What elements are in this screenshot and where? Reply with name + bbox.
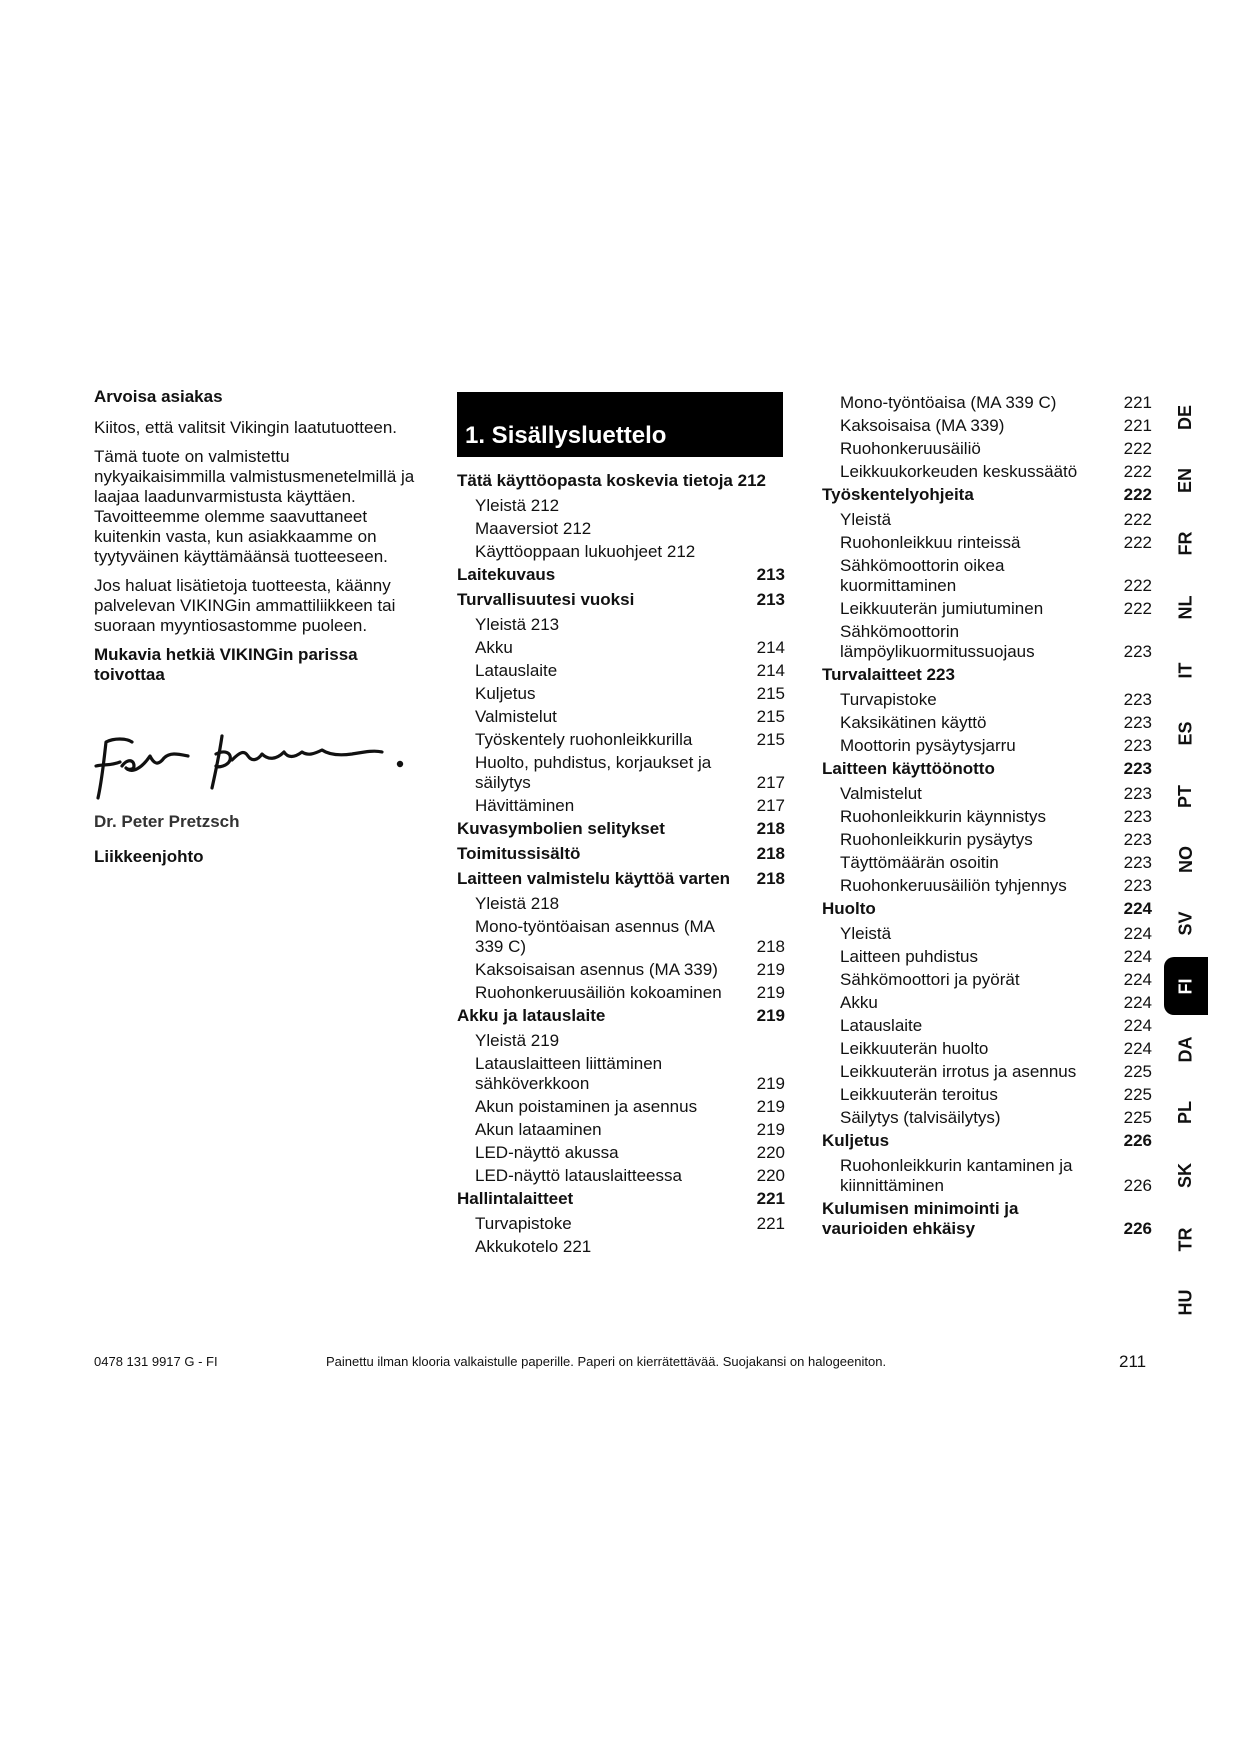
toc-entry-page: 225 <box>1123 1062 1152 1081</box>
toc-entry-title: Täyttömäärän osoitin <box>840 853 999 872</box>
language-tab-fi[interactable] <box>1164 957 1208 1015</box>
toc-entry <box>457 590 785 610</box>
language-tab-label: FR <box>1175 531 1196 555</box>
toc-entry-title: Leikkuuterän jumiutuminen <box>840 599 1044 618</box>
toc-entry-title: Leikkuukorkeuden keskussäätö <box>840 462 1078 481</box>
toc-entry-title: Kaksikätinen käyttö <box>840 713 987 732</box>
toc-entry-title: Yleistä 219 <box>475 1031 560 1050</box>
toc-entry-title: Sähkömoottorin lämpöylikuormitussuojaus <box>840 622 1035 661</box>
toc-entry-page: 220 <box>756 1143 785 1162</box>
letter-paragraph: Kiitos, että valitsit Vikingin laatutuotteen. <box>94 418 398 437</box>
toc-entry <box>457 1214 785 1234</box>
toc-entry <box>457 894 785 914</box>
toc-entry <box>822 556 1152 596</box>
toc-entry-page: 225 <box>1123 1108 1152 1127</box>
toc-entry-title: Laitteen käyttöönotto <box>822 759 995 778</box>
language-tab-en[interactable] <box>1164 451 1208 509</box>
toc-entry-title: Akku ja latauslaite <box>457 1006 606 1025</box>
toc-entry <box>457 753 785 793</box>
toc-entry-page: 219 <box>756 983 785 1002</box>
toc-entry-title: Leikkuuterän huolto <box>840 1039 989 1058</box>
footer-document-code: 0478 131 9917 G - FI <box>94 1354 218 1369</box>
language-tab-label: NO <box>1175 845 1196 873</box>
toc-entry-title: Turvapistoke <box>840 690 937 709</box>
letter-paragraph: Jos haluat lisätietoja tuotteesta, käänny palvelevan VIKINGin ammattiliikkeen tai suoraan myyntiosastomme puoleen. <box>94 576 396 635</box>
toc-entry <box>457 917 785 957</box>
toc-entry-title: Turvapistoke <box>475 1214 572 1233</box>
toc-entry-title: Leikkuuterän irrotus ja asennus <box>840 1062 1077 1081</box>
language-tab-sv[interactable] <box>1164 894 1208 952</box>
language-tab-label: SK <box>1175 1162 1196 1188</box>
toc-entry <box>457 615 785 635</box>
toc-entry <box>822 713 1152 733</box>
toc-entry-title: Ruohonleikkuu rinteissä <box>840 533 1021 552</box>
toc-entry-title: Latauslaite <box>475 661 558 680</box>
toc-entry-title: Valmistelut <box>475 707 557 726</box>
toc-entry-page: 223 <box>1123 853 1152 872</box>
language-tab-label: ES <box>1175 720 1196 746</box>
toc-entry <box>457 1120 785 1140</box>
toc-entry-title: Työskentelyohjeita <box>822 485 974 504</box>
toc-entry <box>457 542 785 562</box>
toc-entry <box>822 947 1152 967</box>
toc-entry <box>822 1131 1152 1151</box>
toc-entry <box>457 471 785 491</box>
toc-entry <box>822 1156 1152 1196</box>
toc-entry <box>822 1085 1152 1105</box>
language-tab-label: PL <box>1175 1100 1196 1124</box>
toc-entry <box>822 485 1152 505</box>
toc-entry <box>457 519 785 539</box>
toc-column-1 <box>457 471 785 1260</box>
toc-entry-page: 218 <box>756 937 785 956</box>
letter-closing: Mukavia hetkiä VIKINGin parissa toivottaa <box>94 645 358 684</box>
toc-entry <box>457 730 785 750</box>
toc-entry <box>457 1031 785 1051</box>
toc-entry-title: Ruohonkeruusäiliö <box>840 439 981 458</box>
toc-entry-title: Käyttöoppaan lukuohjeet 212 <box>475 542 696 561</box>
toc-entry <box>822 736 1152 756</box>
toc-entry-title: Yleistä <box>840 510 892 529</box>
toc-entry <box>822 533 1152 553</box>
language-tab-label: SV <box>1175 910 1196 936</box>
toc-entry-title: Akkukotelo 221 <box>475 1237 592 1256</box>
toc-entry <box>822 665 1152 685</box>
language-tab-sk[interactable] <box>1164 1146 1208 1204</box>
toc-entry-page: 217 <box>756 796 785 815</box>
toc-entry-page: 214 <box>756 661 785 680</box>
toc-entry-title: Akun poistaminen ja asennus <box>475 1097 698 1116</box>
toc-entry-page: 226 <box>1123 1176 1152 1195</box>
toc-entry-page: 223 <box>1123 713 1152 732</box>
toc-entry-page: 222 <box>1123 462 1152 481</box>
toc-entry <box>822 830 1152 850</box>
toc-entry-title: Mono-työntöaisa (MA 339 C) <box>840 393 1057 412</box>
toc-entry-title: Akku <box>475 638 513 657</box>
toc-entry-page: 222 <box>1123 485 1152 504</box>
toc-entry-title: Turvalaitteet 223 <box>822 665 955 684</box>
toc-entry-title: Moottorin pysäytysjarru <box>840 736 1016 755</box>
toc-entry-title: Turvallisuutesi vuoksi <box>457 590 635 609</box>
toc-entry <box>457 960 785 980</box>
language-tab-it[interactable] <box>1164 641 1208 699</box>
toc-entry-page: 219 <box>756 960 785 979</box>
toc-entry-page: 224 <box>1123 924 1152 943</box>
toc-entry <box>822 416 1152 436</box>
toc-column-2 <box>822 393 1152 1244</box>
signer-name: Dr. Peter Pretzsch <box>94 812 240 831</box>
toc-entry <box>822 807 1152 827</box>
toc-entry <box>822 462 1152 482</box>
toc-entry <box>822 1108 1152 1128</box>
language-tab-label: DA <box>1175 1036 1196 1062</box>
toc-entry <box>457 1054 785 1094</box>
toc-entry <box>457 1237 785 1257</box>
page-number: 211 <box>1119 1352 1147 1371</box>
language-tab-nl[interactable] <box>1164 578 1208 636</box>
toc-entry-page: 221 <box>756 1214 785 1233</box>
toc-entry-title: Kulumisen minimointi ja vaurioiden ehkäisy <box>822 1199 1019 1238</box>
language-tab-de[interactable] <box>1164 388 1208 446</box>
toc-entry <box>822 599 1152 619</box>
language-tab-label: TR <box>1175 1227 1196 1251</box>
toc-entry <box>457 1097 785 1117</box>
toc-entry-title: Maaversiot 212 <box>475 519 592 538</box>
toc-entry <box>822 853 1152 873</box>
toc-entry <box>457 661 785 681</box>
toc-title: 1. Sisällysluettelo <box>465 422 667 449</box>
toc-entry-title: Latauslaite <box>840 1016 923 1035</box>
toc-entry <box>822 510 1152 530</box>
toc-entry-page: 215 <box>756 707 785 726</box>
toc-entry-page: 219 <box>756 1097 785 1116</box>
toc-entry-page: 219 <box>756 1120 785 1139</box>
toc-entry <box>457 844 785 864</box>
toc-entry-page: 221 <box>1123 393 1152 412</box>
language-tab-label: NL <box>1175 595 1196 619</box>
toc-entry-title: Työskentely ruohonleikkurilla <box>475 730 693 749</box>
toc-entry-page: 222 <box>1123 533 1152 552</box>
toc-entry-page: 215 <box>756 684 785 703</box>
toc-entry <box>822 924 1152 944</box>
toc-entry-page: 223 <box>1123 784 1152 803</box>
toc-entry-page: 215 <box>756 730 785 749</box>
toc-entry-page: 224 <box>1123 899 1152 918</box>
toc-entry <box>822 1039 1152 1059</box>
toc-entry-title: Leikkuuterän teroitus <box>840 1085 998 1104</box>
toc-entry <box>457 819 785 839</box>
language-tabs <box>1164 388 1208 1338</box>
language-tab-fr[interactable] <box>1164 514 1208 572</box>
toc-entry <box>822 784 1152 804</box>
toc-entry-page: 223 <box>1123 690 1152 709</box>
language-tab-hu[interactable] <box>1164 1273 1208 1331</box>
toc-entry-title: Laitteen valmistelu käyttöä varten <box>457 869 731 888</box>
language-tab-pt[interactable] <box>1164 767 1208 825</box>
toc-entry-title: Kuvasymbolien selitykset <box>457 819 665 838</box>
letter-paragraph: Tämä tuote on valmistettu nykyaikaisimmilla valmistusmenetelmillä ja laajaa laadunvarmistusta käyttäen. Tavoitteemme olemme saavuttaneet kuitenkin vasta, kun asiakkaamme on tyytyväinen käyttämäänsä tuotteeseen. <box>94 447 415 566</box>
toc-entry-page: 218 <box>756 869 785 888</box>
toc-entry-page: 224 <box>1123 1016 1152 1035</box>
toc-entry-page: 222 <box>1123 576 1152 595</box>
toc-entry-page: 223 <box>1123 830 1152 849</box>
language-tab-label: IT <box>1175 662 1196 678</box>
toc-entry <box>822 993 1152 1013</box>
toc-entry-page: 224 <box>1123 993 1152 1012</box>
toc-entry-page: 226 <box>1123 1219 1152 1238</box>
toc-entry <box>457 638 785 658</box>
toc-entry-page: 222 <box>1123 510 1152 529</box>
toc-entry-page: 221 <box>1123 416 1152 435</box>
toc-entry-page: 224 <box>1123 970 1152 989</box>
toc-entry-title: Kuljetus <box>822 1131 890 1150</box>
toc-entry-title: Hallintalaitteet <box>457 1189 574 1208</box>
toc-entry <box>457 565 785 585</box>
toc-entry <box>822 876 1152 896</box>
toc-entry <box>457 496 785 516</box>
toc-entry <box>822 393 1152 413</box>
toc-entry <box>822 759 1152 779</box>
toc-entry-title: Ruohonkeruusäiliön kokoaminen <box>475 983 722 1002</box>
toc-entry <box>457 1143 785 1163</box>
toc-entry-title: Yleistä 212 <box>475 496 560 515</box>
language-tab-label: PT <box>1175 784 1196 808</box>
toc-entry-page: 223 <box>1123 807 1152 826</box>
toc-entry-page: 223 <box>1123 759 1152 778</box>
toc-entry <box>822 970 1152 990</box>
toc-entry <box>822 1016 1152 1036</box>
toc-entry-page: 222 <box>1123 599 1152 618</box>
signer-role: Liikkeenjohto <box>94 847 204 866</box>
customer-letter <box>94 387 424 694</box>
language-tab-pl[interactable] <box>1164 1083 1208 1141</box>
toc-entry-title: Latauslaitteen liittäminen sähköverkkoon <box>475 1054 663 1093</box>
toc-entry <box>457 869 785 889</box>
toc-entry-title: LED-näyttö akussa <box>475 1143 619 1162</box>
toc-entry-title: Sähkömoottorin oikea kuormittaminen <box>840 556 1005 595</box>
toc-entry-page: 223 <box>1123 736 1152 755</box>
toc-entry-title: Yleistä <box>840 924 892 943</box>
language-tab-es[interactable] <box>1164 704 1208 762</box>
toc-entry <box>457 707 785 727</box>
toc-entry-page: 224 <box>1123 947 1152 966</box>
toc-entry-title: Yleistä 218 <box>475 894 560 913</box>
toc-entry <box>822 622 1152 662</box>
handwritten-signature <box>92 730 432 812</box>
toc-entry-title: Akun lataaminen <box>475 1120 602 1139</box>
toc-entry-page: 213 <box>756 590 785 609</box>
toc-entry-title: Kuljetus <box>475 684 536 703</box>
toc-entry-page: 221 <box>756 1189 785 1208</box>
toc-entry-title: Huolto, puhdistus, korjaukset ja säilytys <box>475 753 712 792</box>
toc-entry-title: Yleistä 213 <box>475 615 560 634</box>
toc-entry-page: 214 <box>756 638 785 657</box>
toc-entry-title: Kaksoisaisa (MA 339) <box>840 416 1005 435</box>
toc-entry-title: Ruohonleikkurin pysäytys <box>840 830 1033 849</box>
toc-entry-title: Ruohonkeruusäiliön tyhjennys <box>840 876 1067 895</box>
toc-entry <box>457 1166 785 1186</box>
toc-entry <box>822 899 1152 919</box>
toc-entry-title: Mono-työntöaisan asennus (MA 339 C) <box>475 917 715 956</box>
language-tab-label: DE <box>1175 404 1196 430</box>
footer-paper-note: Painettu ilman klooria valkaistulle paperille. Paperi on kierrätettävää. Suojakansi on halogeeniton. <box>326 1354 887 1369</box>
toc-entry <box>457 983 785 1003</box>
language-tab-label: HU <box>1175 1289 1196 1315</box>
toc-entry <box>457 796 785 816</box>
toc-entry-page: 223 <box>1123 876 1152 895</box>
language-tab-label: FI <box>1175 978 1196 994</box>
toc-entry-page: 226 <box>1123 1131 1152 1150</box>
toc-entry-title: Toimitussisältö <box>457 844 581 863</box>
letter-greeting: Arvoisa asiakas <box>94 387 223 406</box>
toc-entry-page: 223 <box>1123 642 1152 661</box>
toc-entry <box>457 684 785 704</box>
toc-entry-title: Akku <box>840 993 878 1012</box>
toc-entry-page: 225 <box>1123 1085 1152 1104</box>
language-tab-no[interactable] <box>1164 830 1208 888</box>
toc-entry <box>457 1006 785 1026</box>
toc-entry-page: 217 <box>756 773 785 792</box>
toc-entry-title: Ruohonleikkurin käynnistys <box>840 807 1046 826</box>
toc-entry-title: Sähkömoottori ja pyörät <box>840 970 1020 989</box>
toc-entry-title: Säilytys (talvisäilytys) <box>840 1108 1001 1127</box>
toc-entry-page: 213 <box>756 565 785 584</box>
language-tab-tr[interactable] <box>1164 1210 1208 1268</box>
toc-entry-title: Laitekuvaus <box>457 565 556 584</box>
toc-entry-title: Huolto <box>822 899 876 918</box>
toc-entry-page: 218 <box>756 844 785 863</box>
toc-entry-title: Laitteen puhdistus <box>840 947 978 966</box>
toc-entry-page: 219 <box>756 1006 785 1025</box>
toc-entry-page: 222 <box>1123 439 1152 458</box>
toc-entry-page: 218 <box>756 819 785 838</box>
toc-entry-title: Valmistelut <box>840 784 922 803</box>
toc-entry-title: Ruohonleikkurin kantaminen ja kiinnittäminen <box>840 1156 1073 1195</box>
toc-entry-title: Tätä käyttöopasta koskevia tietoja 212 <box>457 471 766 490</box>
toc-entry <box>822 439 1152 459</box>
toc-entry-page: 219 <box>756 1074 785 1093</box>
toc-entry-title: LED-näyttö latauslaitteessa <box>475 1166 682 1185</box>
toc-entry <box>822 690 1152 710</box>
toc-entry-page: 220 <box>756 1166 785 1185</box>
language-tab-da[interactable] <box>1164 1020 1208 1078</box>
language-tab-label: EN <box>1175 467 1196 493</box>
toc-entry <box>822 1062 1152 1082</box>
toc-entry <box>457 1189 785 1209</box>
toc-heading-box <box>457 392 783 457</box>
toc-entry-page: 224 <box>1123 1039 1152 1058</box>
toc-entry-title: Hävittäminen <box>475 796 575 815</box>
toc-entry-title: Kaksoisaisan asennus (MA 339) <box>475 960 718 979</box>
toc-entry <box>822 1199 1152 1239</box>
